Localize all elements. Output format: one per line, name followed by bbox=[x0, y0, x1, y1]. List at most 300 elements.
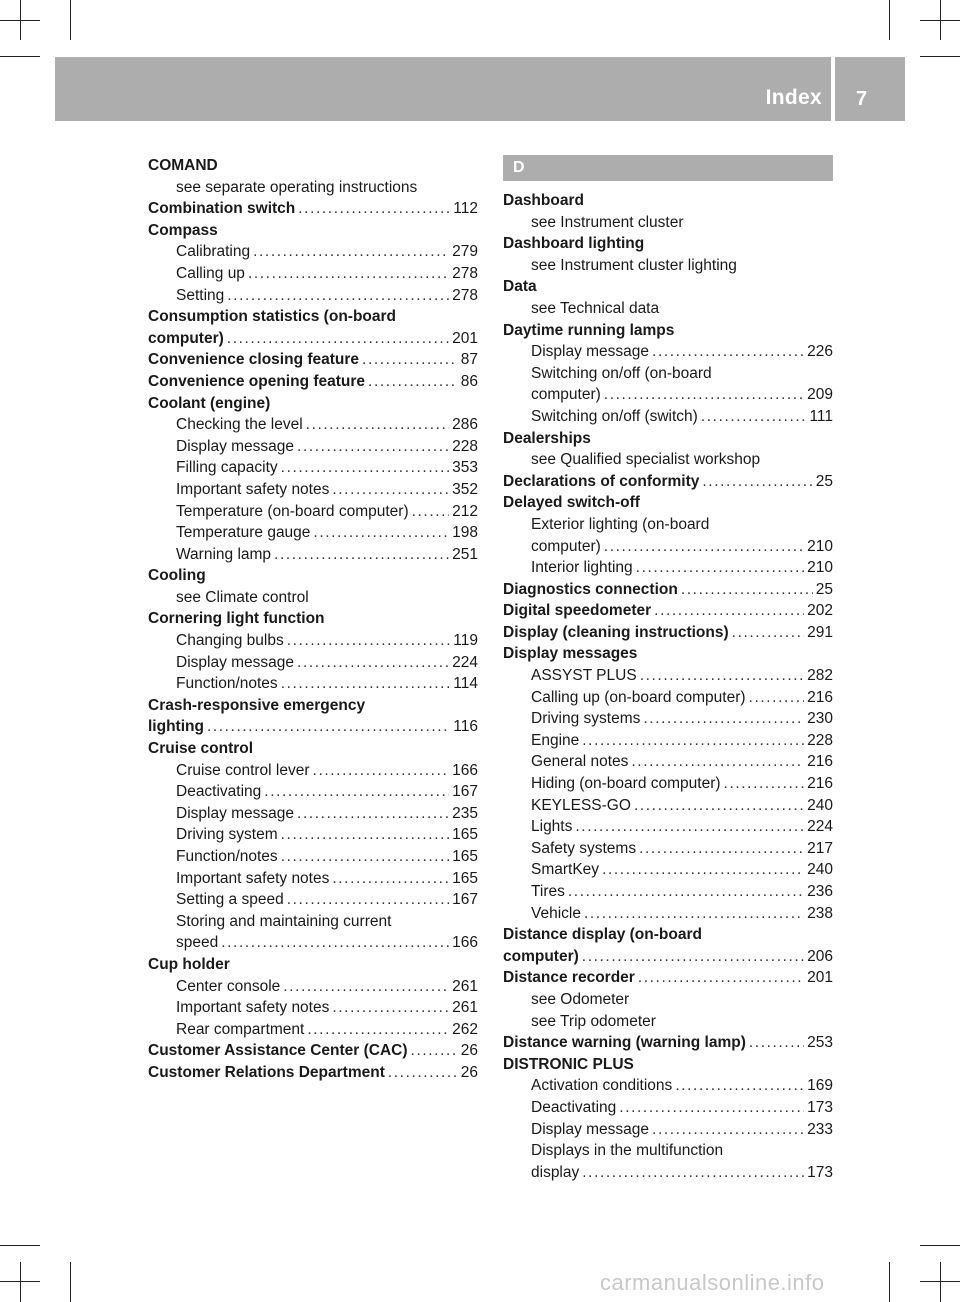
page-ref[interactable]: 26 bbox=[460, 1042, 478, 1060]
page-ref[interactable]: 224 bbox=[452, 653, 478, 671]
entry-text: Important safety notes bbox=[176, 999, 330, 1017]
index-subentry bbox=[503, 255, 833, 277]
index-subentry bbox=[148, 911, 478, 933]
entry-text: Displays in the multifunction bbox=[531, 1142, 724, 1160]
dot-leader bbox=[298, 198, 450, 220]
entry-text: Function/notes bbox=[176, 675, 278, 693]
index-subentry bbox=[503, 795, 833, 817]
page-ref[interactable]: 169 bbox=[807, 1077, 833, 1095]
dot-leader bbox=[412, 501, 450, 523]
index-subentry bbox=[503, 212, 833, 234]
entry-text: Dashboard bbox=[503, 192, 584, 209]
page-ref[interactable]: 216 bbox=[807, 775, 833, 793]
index-subentry bbox=[503, 557, 833, 579]
page-ref[interactable]: 111 bbox=[809, 407, 833, 425]
entry-text: COMAND bbox=[148, 157, 218, 174]
page-ref[interactable]: 209 bbox=[807, 386, 833, 404]
dot-leader bbox=[702, 471, 812, 493]
dot-leader bbox=[287, 889, 449, 911]
index-subentry bbox=[148, 673, 478, 695]
page-ref[interactable]: 206 bbox=[807, 947, 833, 965]
index-subentry bbox=[503, 773, 833, 795]
entry-text: Deactivating bbox=[176, 783, 262, 801]
page-ref[interactable]: 212 bbox=[452, 502, 478, 520]
index-subentry bbox=[148, 263, 478, 285]
dot-leader bbox=[568, 881, 804, 903]
page-number: 7 bbox=[856, 88, 868, 110]
entry-text: Center console bbox=[176, 977, 281, 995]
entry-text: Cruise control lever bbox=[176, 761, 310, 779]
page-ref[interactable]: 166 bbox=[452, 761, 478, 779]
crop-mark bbox=[940, 1262, 941, 1302]
entry-text: Setting bbox=[176, 286, 225, 304]
page-ref[interactable]: 238 bbox=[807, 904, 833, 922]
index-subentry bbox=[503, 730, 833, 752]
index-subentry bbox=[503, 859, 833, 881]
index-subentry bbox=[148, 760, 478, 782]
entry-text: Filling capacity bbox=[176, 459, 278, 477]
entry-text: see Instrument cluster lighting bbox=[531, 256, 737, 274]
index-subentry bbox=[503, 708, 833, 730]
index-entry bbox=[503, 924, 833, 946]
dot-leader bbox=[631, 751, 804, 773]
index-entry bbox=[503, 622, 833, 644]
index-entry bbox=[503, 579, 833, 601]
watermark: carmanualsonline.info bbox=[600, 1270, 825, 1295]
page-ref[interactable]: 291 bbox=[807, 623, 833, 641]
dot-leader bbox=[221, 932, 449, 954]
page-ref[interactable]: 165 bbox=[452, 869, 478, 887]
crop-mark bbox=[20, 0, 21, 40]
page-ref[interactable]: 226 bbox=[807, 343, 833, 361]
page-ref[interactable]: 116 bbox=[453, 718, 478, 736]
page-ref[interactable]: 261 bbox=[452, 977, 478, 995]
index-subentry bbox=[503, 536, 833, 558]
entry-text: Hiding (on-board computer) bbox=[531, 775, 721, 793]
index-subentry bbox=[148, 544, 478, 566]
page-ref[interactable]: 228 bbox=[452, 437, 478, 455]
dot-leader bbox=[638, 967, 804, 989]
index-subentry bbox=[148, 781, 478, 803]
dot-leader bbox=[281, 457, 449, 479]
dot-leader bbox=[411, 1040, 458, 1062]
page-ref[interactable]: 114 bbox=[453, 675, 478, 693]
entry-text: Declarations of conformity bbox=[503, 472, 700, 490]
index-entry bbox=[148, 954, 478, 976]
index-subentry bbox=[503, 514, 833, 536]
dot-leader bbox=[248, 263, 449, 285]
index-entry bbox=[148, 306, 478, 328]
dot-leader bbox=[283, 976, 449, 998]
page-ref[interactable]: 261 bbox=[452, 999, 478, 1017]
dot-leader bbox=[584, 903, 804, 925]
index-subentry bbox=[148, 479, 478, 501]
dot-leader bbox=[634, 795, 804, 817]
page-ref[interactable]: 173 bbox=[807, 1163, 833, 1181]
entry-text: Deactivating bbox=[531, 1098, 617, 1116]
entry-text: see Climate control bbox=[176, 588, 309, 606]
dot-leader bbox=[306, 414, 449, 436]
index-entry bbox=[503, 967, 833, 989]
index-entry bbox=[503, 233, 833, 255]
index-entry bbox=[148, 608, 478, 630]
dot-leader bbox=[297, 436, 449, 458]
dot-leader bbox=[274, 544, 449, 566]
page-ref[interactable]: 210 bbox=[807, 559, 833, 577]
dot-leader bbox=[575, 816, 804, 838]
page-ref[interactable]: 217 bbox=[807, 839, 833, 857]
index-entry bbox=[503, 643, 833, 665]
page-ref[interactable]: 87 bbox=[460, 351, 478, 369]
dot-leader bbox=[582, 1162, 804, 1184]
entry-text: Storing and maintaining current bbox=[176, 912, 392, 930]
page-ref[interactable]: 167 bbox=[452, 783, 478, 801]
crop-mark bbox=[0, 56, 40, 57]
index-entry bbox=[503, 946, 833, 968]
dot-leader bbox=[732, 622, 804, 644]
index-subentry bbox=[503, 406, 833, 428]
entry-text: Interior lighting bbox=[531, 559, 633, 577]
entry-text: Function/notes bbox=[176, 848, 278, 865]
index-entry bbox=[503, 492, 833, 514]
entry-text: Distance warning (warning lamp) bbox=[503, 1034, 746, 1052]
index-subentry bbox=[503, 1140, 833, 1162]
page-ref[interactable]: 166 bbox=[452, 934, 478, 952]
index-subentry bbox=[148, 457, 478, 479]
entry-text: Distance display (on-board bbox=[503, 926, 702, 944]
entry-text: Engine bbox=[531, 731, 580, 749]
index-subentry bbox=[148, 630, 478, 652]
entry-text: SmartKey bbox=[531, 861, 600, 879]
index-subentry bbox=[148, 868, 478, 890]
index-entry bbox=[148, 1040, 478, 1062]
page-ref[interactable]: 228 bbox=[807, 731, 833, 749]
dot-leader bbox=[264, 781, 449, 803]
page-ref[interactable]: 253 bbox=[807, 1034, 833, 1052]
index-entry bbox=[503, 320, 833, 342]
index-subentry bbox=[503, 449, 833, 471]
dot-leader bbox=[749, 687, 805, 709]
index-subentry bbox=[503, 1011, 833, 1033]
index-entry bbox=[148, 155, 478, 177]
index-entries bbox=[503, 190, 833, 1183]
entry-text: Dashboard lighting bbox=[503, 235, 645, 253]
dot-leader bbox=[281, 846, 449, 868]
dot-leader bbox=[675, 1075, 804, 1097]
entry-text: Calibrating bbox=[176, 243, 251, 261]
dot-leader bbox=[652, 1119, 804, 1141]
entry-text: Display message bbox=[176, 437, 295, 455]
entry-text: Display message bbox=[531, 1120, 650, 1138]
index-subentry bbox=[503, 1097, 833, 1119]
entry-text: Cooling bbox=[148, 567, 206, 585]
crop-mark bbox=[920, 56, 960, 57]
index-column-left bbox=[148, 155, 478, 1084]
crop-mark bbox=[70, 0, 71, 40]
dot-leader bbox=[724, 773, 805, 795]
index-subentry bbox=[148, 824, 478, 846]
index-subentry bbox=[148, 652, 478, 674]
index-subentry bbox=[503, 881, 833, 903]
crop-mark bbox=[0, 1245, 40, 1246]
index-subentry bbox=[148, 932, 478, 954]
dot-leader bbox=[619, 1097, 804, 1119]
page-ref[interactable]: 240 bbox=[807, 861, 833, 879]
entry-text: Changing bulbs bbox=[176, 632, 284, 650]
letter-heading: D bbox=[503, 155, 833, 181]
index-entry bbox=[148, 1062, 478, 1084]
entry-text: display bbox=[531, 1163, 580, 1181]
entry-text: Warning lamp bbox=[176, 545, 272, 563]
dot-leader bbox=[654, 600, 804, 622]
entry-text: Calling up (on-board computer) bbox=[531, 688, 746, 706]
entry-text: KEYLESS-GO bbox=[531, 796, 631, 814]
index-column-right bbox=[503, 155, 833, 1183]
index-subentry bbox=[503, 903, 833, 925]
dot-leader bbox=[253, 241, 449, 263]
page-ref[interactable]: 201 bbox=[807, 969, 833, 987]
index-subentry bbox=[503, 816, 833, 838]
dot-leader bbox=[281, 824, 449, 846]
entry-text: speed bbox=[176, 934, 219, 952]
entry-text: Display message bbox=[176, 653, 295, 671]
index-subentry bbox=[148, 522, 478, 544]
index-subentry bbox=[503, 1162, 833, 1184]
dot-leader bbox=[227, 328, 449, 350]
entry-text: Convenience opening feature bbox=[148, 372, 366, 390]
page-ref[interactable]: 112 bbox=[453, 200, 478, 218]
index-subentry bbox=[503, 384, 833, 406]
dot-leader bbox=[313, 522, 449, 544]
index-entry bbox=[148, 738, 478, 760]
entry-text: Temperature (on-board computer) bbox=[176, 502, 409, 520]
dot-leader bbox=[332, 997, 449, 1019]
dot-leader bbox=[332, 868, 449, 890]
entry-text: Switching on/off (on-board bbox=[531, 364, 712, 382]
entry-text: Calling up bbox=[176, 264, 245, 282]
dot-leader bbox=[307, 1019, 449, 1041]
index-subentry bbox=[148, 177, 478, 199]
entry-text: Tires bbox=[531, 883, 565, 900]
dot-leader bbox=[227, 285, 449, 307]
page-ref[interactable]: 25 bbox=[815, 472, 833, 490]
index-subentry bbox=[148, 414, 478, 436]
entry-text: Cruise control bbox=[148, 740, 254, 758]
page-ref[interactable]: 26 bbox=[460, 1063, 478, 1081]
index-entry bbox=[148, 393, 478, 415]
dot-leader bbox=[297, 652, 449, 674]
index-subentry bbox=[148, 976, 478, 998]
index-subentry bbox=[503, 341, 833, 363]
index-subentry bbox=[503, 838, 833, 860]
page-ref[interactable]: 119 bbox=[453, 632, 478, 650]
dot-leader bbox=[681, 579, 813, 601]
entry-text: Driving system bbox=[176, 826, 278, 844]
entry-text: Distance recorder bbox=[503, 969, 635, 987]
entry-text: Important safety notes bbox=[176, 869, 330, 887]
index-entry bbox=[148, 220, 478, 242]
entry-text: computer) bbox=[531, 537, 601, 555]
page-ref[interactable]: 224 bbox=[807, 818, 833, 836]
dot-leader bbox=[281, 673, 451, 695]
entry-text: Safety systems bbox=[531, 839, 637, 857]
page-ref[interactable]: 167 bbox=[452, 891, 478, 909]
dot-leader bbox=[636, 557, 804, 579]
page-ref[interactable]: 230 bbox=[807, 710, 833, 728]
page-ref[interactable]: 202 bbox=[807, 602, 833, 620]
entry-text: Switching on/off (switch) bbox=[531, 407, 698, 425]
index-entry bbox=[148, 371, 478, 393]
page-ref[interactable]: 282 bbox=[807, 667, 833, 685]
index-subentry bbox=[148, 997, 478, 1019]
page-ref[interactable]: 286 bbox=[452, 416, 478, 434]
entry-text: computer) bbox=[503, 947, 579, 965]
page-ref[interactable]: 251 bbox=[452, 545, 478, 563]
index-entry bbox=[148, 695, 478, 717]
index-subentry bbox=[503, 363, 833, 385]
entry-text: Convenience closing feature bbox=[148, 351, 360, 369]
entry-text: see separate operating instructions bbox=[176, 178, 418, 196]
page-ref[interactable]: 25 bbox=[815, 580, 833, 598]
entry-text: Exterior lighting (on-board bbox=[531, 515, 710, 533]
index-subentry bbox=[503, 1119, 833, 1141]
page-ref[interactable]: 235 bbox=[452, 804, 478, 822]
dot-leader bbox=[297, 803, 449, 825]
entry-text: computer) bbox=[148, 329, 224, 347]
dot-leader bbox=[643, 708, 804, 730]
index-subentry bbox=[503, 989, 833, 1011]
index-subentry bbox=[503, 687, 833, 709]
header-divider bbox=[831, 57, 835, 121]
entry-text: Important safety notes bbox=[176, 480, 330, 498]
page-ref[interactable]: 201 bbox=[452, 329, 478, 347]
index-subentry bbox=[148, 285, 478, 307]
crop-mark bbox=[70, 1262, 71, 1302]
page-ref[interactable]: 216 bbox=[807, 688, 833, 706]
index-subentry bbox=[503, 751, 833, 773]
index-entry bbox=[503, 1032, 833, 1054]
page-ref[interactable]: 352 bbox=[452, 480, 478, 498]
page-ref[interactable]: 353 bbox=[452, 459, 478, 477]
page-ref[interactable]: 236 bbox=[807, 883, 833, 900]
index-entry bbox=[503, 190, 833, 212]
entry-text: see Technical data bbox=[531, 299, 660, 317]
index-subentry bbox=[148, 587, 478, 609]
crop-mark bbox=[889, 0, 890, 40]
dot-leader bbox=[640, 665, 804, 687]
dot-leader bbox=[287, 630, 451, 652]
entry-text: Setting a speed bbox=[176, 891, 284, 909]
page-ref[interactable]: 86 bbox=[460, 372, 478, 390]
index-entry bbox=[148, 565, 478, 587]
entry-text: see Trip odometer bbox=[531, 1012, 656, 1030]
entry-text: Customer Assistance Center (CAC) bbox=[148, 1042, 408, 1060]
dot-leader bbox=[388, 1062, 458, 1084]
index-subentry bbox=[148, 1019, 478, 1041]
dot-leader bbox=[582, 946, 804, 968]
page-ref[interactable]: 165 bbox=[452, 848, 478, 865]
dot-leader bbox=[749, 1032, 804, 1054]
page-ref[interactable]: 165 bbox=[452, 826, 478, 844]
dot-leader bbox=[368, 371, 458, 393]
index-subentry bbox=[148, 436, 478, 458]
entry-text: ASSYST PLUS bbox=[531, 667, 637, 685]
page-ref[interactable]: 173 bbox=[807, 1098, 833, 1116]
entry-text: see Qualified specialist workshop bbox=[531, 451, 761, 469]
entry-text: Crash-responsive emergency bbox=[148, 696, 366, 714]
dot-leader bbox=[582, 730, 804, 752]
entry-text: lighting bbox=[148, 718, 204, 736]
page-ref[interactable]: 210 bbox=[807, 537, 833, 555]
index-subentry bbox=[148, 846, 478, 868]
entry-text: Display (cleaning instructions) bbox=[503, 623, 729, 641]
entry-text: Digital speedometer bbox=[503, 602, 652, 620]
entry-text: Daytime running lamps bbox=[503, 321, 675, 339]
dot-leader bbox=[313, 760, 450, 782]
crop-mark bbox=[920, 1245, 960, 1246]
dot-leader bbox=[207, 716, 450, 738]
entry-text: Driving systems bbox=[531, 710, 641, 728]
entry-text: General notes bbox=[531, 753, 629, 771]
entry-text: Display message bbox=[176, 804, 295, 822]
entry-text: Diagnostics connection bbox=[503, 580, 678, 598]
entry-text: Customer Relations Department bbox=[148, 1063, 385, 1081]
index-subentry bbox=[148, 889, 478, 911]
entry-text: Vehicle bbox=[531, 904, 581, 922]
entry-text: see Instrument cluster bbox=[531, 213, 684, 231]
dot-leader bbox=[604, 384, 804, 406]
page-ref[interactable]: 262 bbox=[452, 1020, 478, 1038]
entry-text: Activation conditions bbox=[531, 1077, 673, 1095]
dot-leader bbox=[602, 859, 804, 881]
entry-text: Display messages bbox=[503, 645, 638, 663]
page-ref[interactable]: 278 bbox=[452, 286, 478, 304]
crop-mark bbox=[940, 0, 941, 40]
index-entry bbox=[148, 716, 478, 738]
page-ref[interactable]: 279 bbox=[452, 243, 478, 261]
index-entry bbox=[148, 198, 478, 220]
index-subentry bbox=[503, 1075, 833, 1097]
index-subentry bbox=[503, 298, 833, 320]
index-entry bbox=[503, 276, 833, 298]
page-ref[interactable]: 198 bbox=[452, 524, 478, 542]
entry-text: computer) bbox=[531, 386, 601, 404]
entry-text: see Odometer bbox=[531, 990, 630, 1008]
page-ref[interactable]: 240 bbox=[807, 796, 833, 814]
page-ref[interactable]: 233 bbox=[807, 1120, 833, 1138]
index-entry bbox=[503, 600, 833, 622]
index-entry bbox=[148, 349, 478, 371]
entry-text: Cornering light function bbox=[148, 610, 325, 628]
entry-text: Delayed switch-off bbox=[503, 494, 640, 512]
entry-text: Rear compartment bbox=[176, 1020, 305, 1038]
dot-leader bbox=[701, 406, 807, 428]
index-entry bbox=[503, 1054, 833, 1076]
index-subentry bbox=[503, 665, 833, 687]
dot-leader bbox=[362, 349, 458, 371]
page-ref[interactable]: 216 bbox=[807, 753, 833, 771]
page-ref[interactable]: 278 bbox=[452, 264, 478, 282]
entry-text: Checking the level bbox=[176, 416, 303, 434]
index-subentry bbox=[148, 501, 478, 523]
dot-leader bbox=[332, 479, 449, 501]
index-entry bbox=[148, 328, 478, 350]
entry-text: Coolant (engine) bbox=[148, 394, 271, 412]
index-subentry bbox=[148, 803, 478, 825]
entry-text: Display message bbox=[531, 343, 650, 361]
crop-mark bbox=[889, 1262, 890, 1302]
dot-leader bbox=[639, 838, 804, 860]
